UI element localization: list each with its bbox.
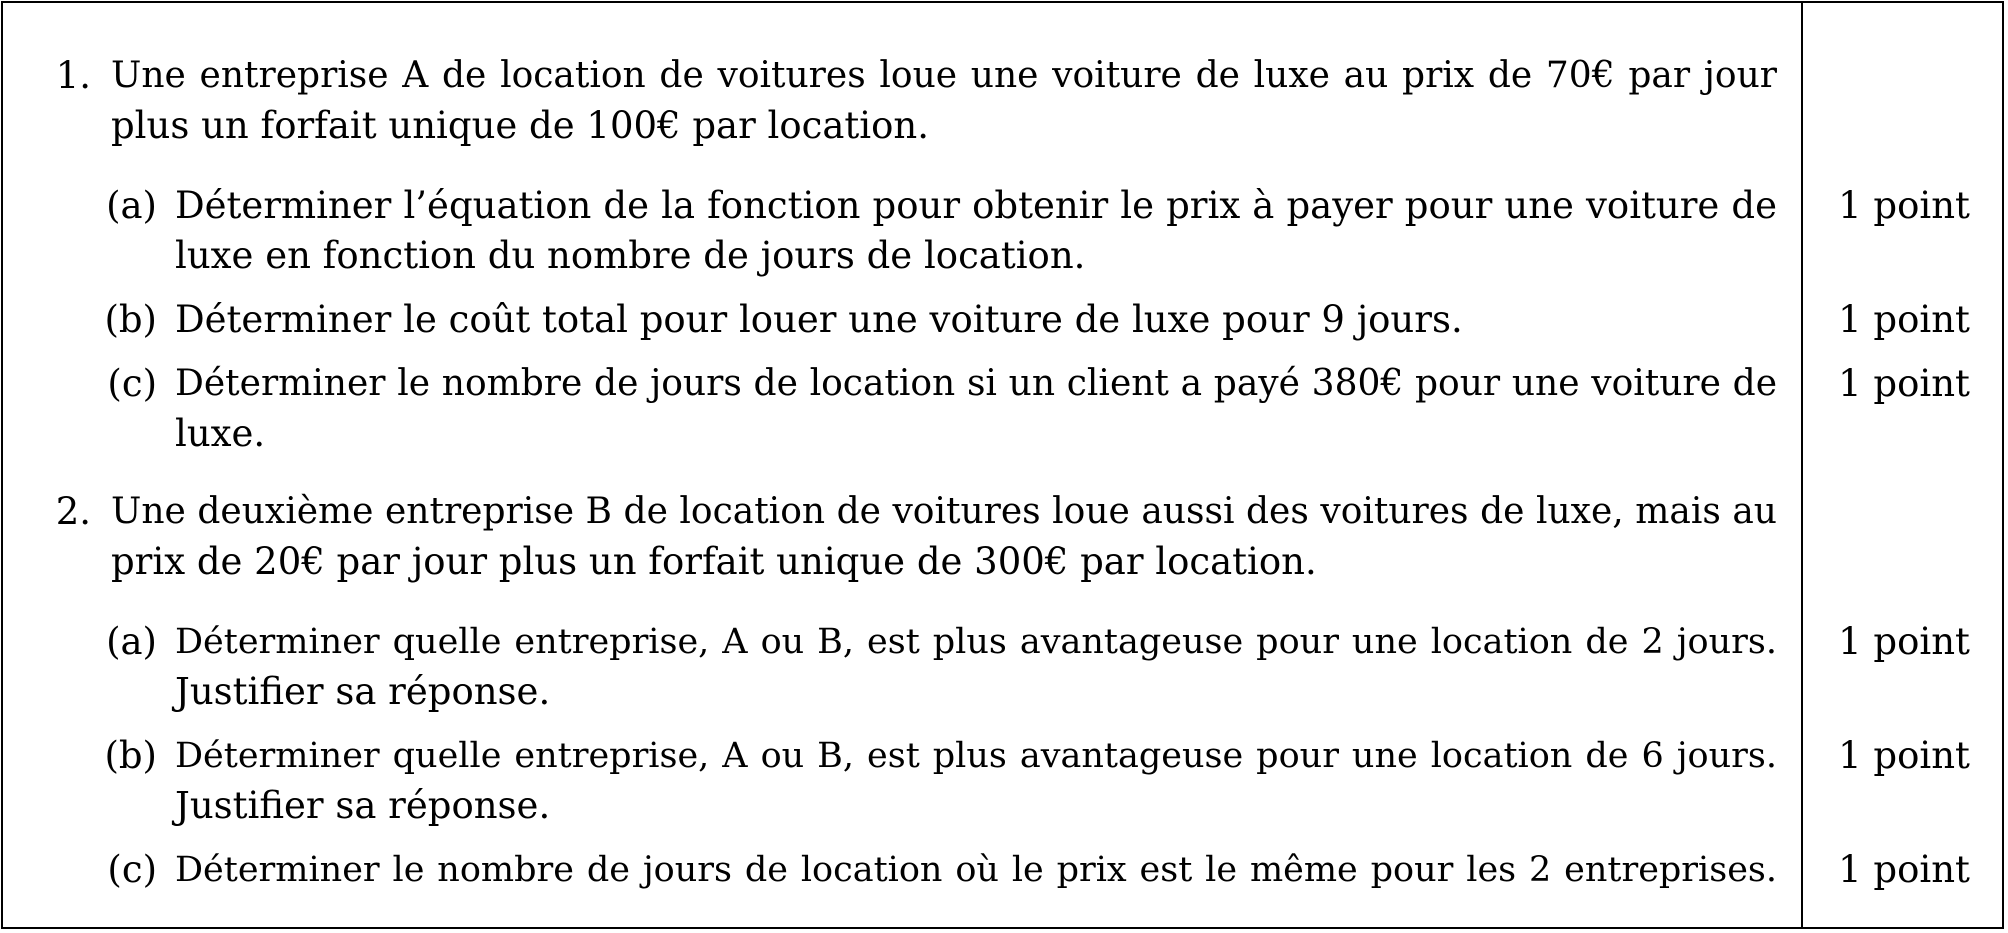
question-1a-label: (a)	[106, 184, 157, 227]
question-2b-points: 1 point	[1838, 734, 1970, 777]
question-1b-points: 1 point	[1838, 298, 1970, 341]
question-2a-line-1: Déterminer quelle entreprise, A ou B, est plus avantageuse pour une location de 2 jours.	[175, 622, 1777, 662]
question-2b-line-1: Déterminer quelle entreprise, A ou B, est plus avantageuse pour une location de 6 jours.	[175, 736, 1777, 776]
question-1a-line-2: luxe en fonction du nombre de jours de location.	[175, 234, 1086, 277]
question-2a-line-2: Justifier sa réponse.	[175, 670, 551, 713]
column-divider	[1801, 3, 1803, 927]
question-1-number: 1.	[55, 54, 91, 97]
question-1b-label: (b)	[104, 298, 157, 341]
question-1c-label: (c)	[107, 362, 157, 405]
question-2b-label: (b)	[104, 734, 157, 777]
question-1-intro-line-1: Une entreprise A de location de voitures loue une voiture de luxe au prix de 70€ par jour	[111, 55, 1777, 96]
question-1c-line-2: luxe.	[175, 412, 266, 455]
question-2-intro-line-2: prix de 20€ par jour plus un forfait unique de 300€ par location.	[111, 540, 1317, 583]
question-2-number: 2.	[55, 490, 91, 533]
question-1a-points: 1 point	[1838, 184, 1970, 227]
question-2c-line-1: Déterminer le nombre de jours de location où le prix est le même pour les 2 entreprises.	[175, 850, 1777, 890]
question-1b-line-1: Déterminer le coût total pour louer une voiture de luxe pour 9 jours.	[175, 298, 1463, 341]
question-2b-line-2: Justifier sa réponse.	[175, 784, 551, 827]
question-2a-points: 1 point	[1838, 620, 1970, 663]
exercise-table	[1, 1, 2004, 929]
question-1c-line-1: Déterminer le nombre de jours de location si un client a payé 380€ pour une voiture de	[175, 363, 1777, 404]
question-2-intro-line-1: Une deuxième entreprise B de location de voitures loue aussi des voitures de luxe, mais au	[111, 491, 1777, 532]
question-1c-points: 1 point	[1838, 362, 1970, 405]
question-2c-points: 1 point	[1838, 848, 1970, 891]
question-2c-label: (c)	[107, 848, 157, 891]
question-2a-label: (a)	[106, 620, 157, 663]
question-1-intro-line-2: plus un forfait unique de 100€ par location.	[111, 104, 929, 147]
question-1a-line-1: Déterminer l’équation de la fonction pour obtenir le prix à payer pour une voiture de	[175, 184, 1777, 227]
